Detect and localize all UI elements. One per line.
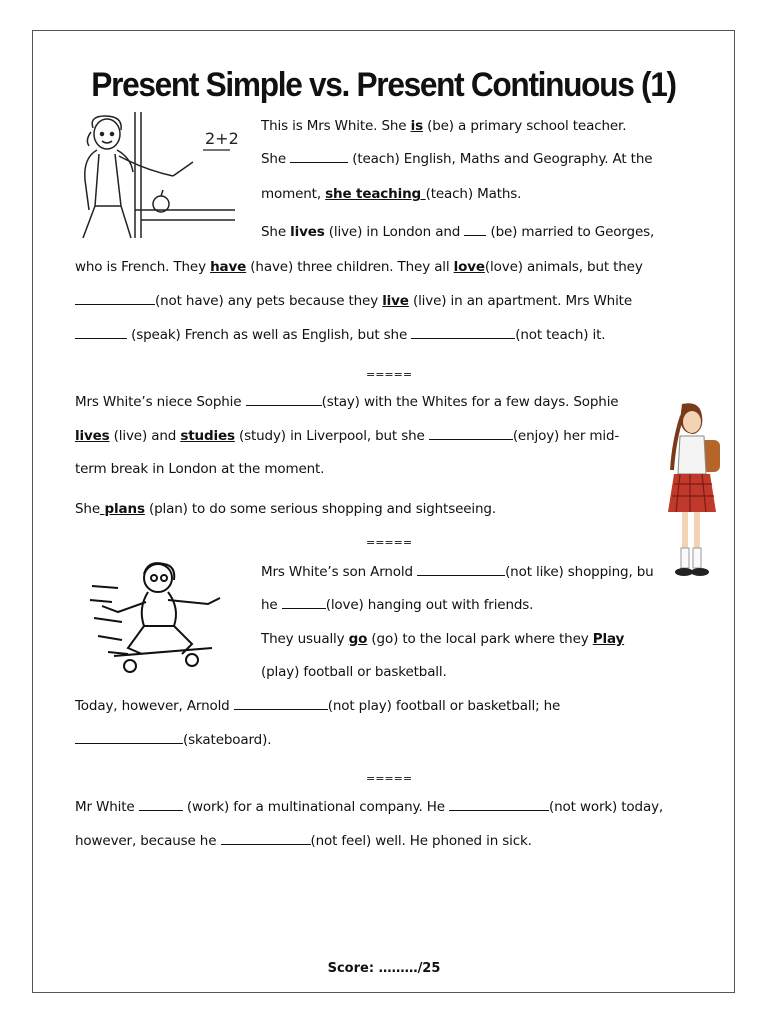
answer: lives — [75, 428, 110, 444]
answer-blank[interactable] — [221, 832, 311, 845]
p1-line6: (not have) any pets because they live (live) in an apartment. Mrs White — [75, 292, 632, 310]
answer: live — [382, 293, 409, 309]
p2-line1: Mrs White’s niece Sophie (stay) with the Whites for a few days. Sophie — [75, 394, 619, 410]
answer-blank[interactable] — [139, 798, 183, 811]
score-label: Score: — [327, 961, 375, 976]
answer: Play — [592, 631, 625, 647]
answer: have — [210, 259, 247, 275]
schoolgirl-illustration — [660, 400, 724, 580]
answer-blank[interactable] — [282, 596, 326, 609]
answer: studies — [180, 428, 235, 444]
p1-line1: This is Mrs White. She is (be) a primary school teacher. — [261, 118, 627, 134]
skateboarder-illustration — [88, 556, 233, 678]
answer-blank[interactable] — [290, 150, 348, 163]
answer-blank[interactable] — [449, 798, 549, 811]
answer-blank[interactable] — [417, 563, 505, 576]
p1-line2: She (teach) English, Maths and Geography. At the — [261, 151, 653, 167]
answer: go — [348, 631, 368, 647]
p2-line4: She plans (plan) to do some serious shopping and sightseeing. — [75, 501, 496, 517]
answer-blank[interactable] — [429, 427, 513, 440]
answer: lives — [290, 224, 325, 240]
section-separator: ===== — [366, 772, 413, 785]
answer-blank[interactable] — [234, 697, 328, 710]
p1-line4: She lives (live) in London and (be) married to Georges, — [261, 224, 655, 240]
board-sum: 2+2 — [205, 129, 239, 148]
score-line — [0, 961, 768, 976]
answer: plans — [99, 501, 145, 517]
section-separator: ===== — [366, 368, 413, 381]
answer: love — [453, 259, 485, 275]
answer-blank[interactable] — [75, 326, 127, 339]
p1-line5: who is French. They have (have) three children. They all love(love) animals, but they — [75, 259, 643, 275]
worksheet-title: Present Simple vs. Present Continuous (1) — [91, 66, 676, 104]
p4-line2: however, because he (not feel) well. He phoned in sick. — [75, 833, 532, 849]
p2-line2: lives (live) and studies (study) in Liverpool, but she (enjoy) her mid- — [75, 428, 620, 444]
p1-line7: (speak) French as well as English, but she (not teach) it. — [75, 326, 605, 344]
score-value: ………/25 — [378, 961, 441, 976]
p4-line1: Mr White (work) for a multinational company. He (not work) today, — [75, 799, 664, 815]
p2-line3: term break in London at the moment. — [75, 461, 325, 477]
p3-line5: Today, however, Arnold (not play) football or basketball; he — [75, 698, 561, 714]
section-separator: ===== — [366, 536, 413, 549]
answer-blank[interactable] — [246, 393, 322, 406]
answer-blank[interactable] — [75, 731, 183, 744]
teacher-illustration — [75, 110, 240, 242]
answer: is — [410, 118, 423, 134]
p3-line3: They usually go (go) to the local park where they Play — [261, 631, 625, 647]
p3-line2: he (love) hanging out with friends. — [261, 597, 534, 613]
p1-line3: moment, she teaching (teach) Maths. — [261, 186, 522, 202]
answer-blank[interactable] — [411, 326, 515, 339]
answer-blank[interactable] — [75, 292, 155, 305]
answer-blank[interactable] — [464, 223, 486, 236]
answer: she teaching — [325, 186, 426, 202]
p3-line6: (skateboard). — [75, 731, 271, 749]
p3-line4: (play) football or basketball. — [261, 664, 447, 680]
p3-line1: Mrs White’s son Arnold (not like) shopping, bu — [261, 564, 654, 580]
